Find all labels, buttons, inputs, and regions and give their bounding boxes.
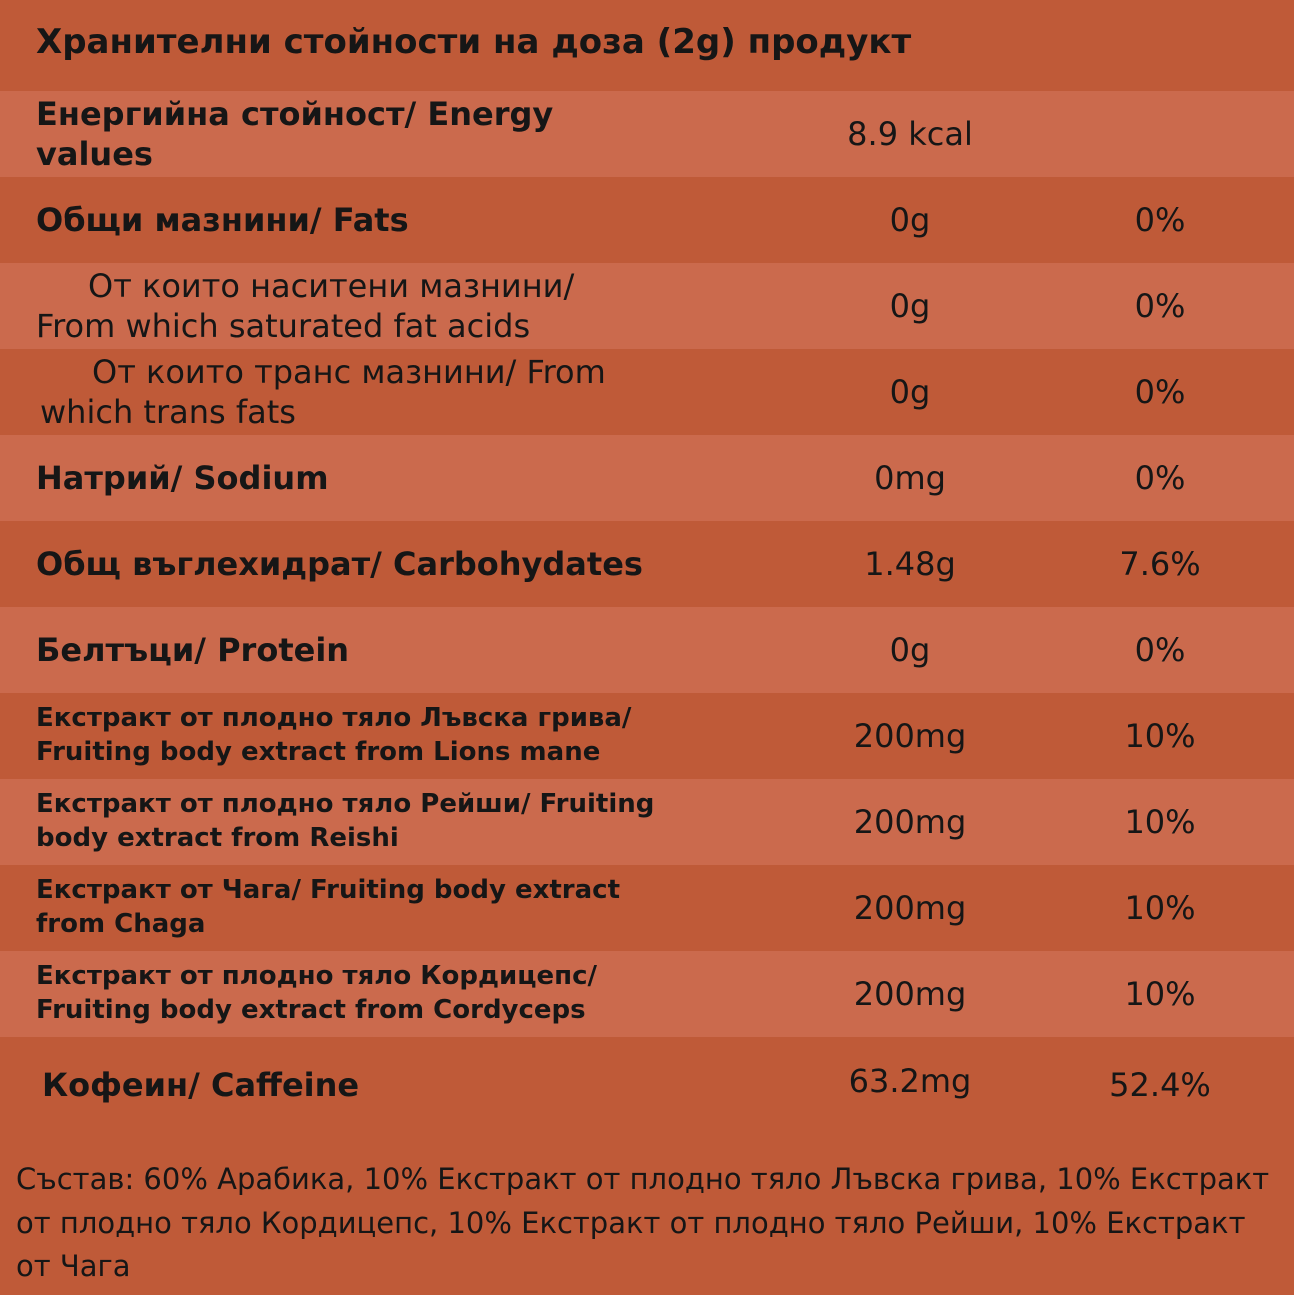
row-amount: 8.9 kcal bbox=[847, 115, 973, 153]
row-amount: 63.2mg bbox=[848, 1062, 972, 1100]
row-label: Екстракт от плодно тяло Кордицепс/ Fruiting body extract from Cordyceps bbox=[36, 961, 597, 1025]
row-carbohydrates bbox=[0, 521, 1294, 607]
row-energy bbox=[0, 91, 1294, 177]
row-amount: 1.48g bbox=[864, 545, 956, 583]
row-label-line-1: От които наситени мазнини/ bbox=[88, 267, 575, 305]
row-label: Общи мазнини/ Fats bbox=[36, 201, 409, 239]
row-label: Белтъци/ Protein bbox=[36, 631, 350, 669]
row-percent: 0% bbox=[1134, 459, 1186, 497]
row-label-line-1: От които транс мазнини/ From bbox=[92, 353, 606, 391]
row-percent: 10% bbox=[1124, 975, 1196, 1013]
row-percent: 10% bbox=[1124, 803, 1196, 841]
row-amount: 0g bbox=[889, 373, 931, 411]
row-amount: 200mg bbox=[853, 803, 967, 841]
row-reishi bbox=[0, 779, 1294, 865]
row-protein bbox=[0, 607, 1294, 693]
row-percent: 10% bbox=[1124, 889, 1196, 927]
row-label: Общ въглехидрат/ Carbohydates bbox=[36, 545, 643, 583]
ingredients-text: Състав: 60% Арабика, 10% Екстракт от плодно тяло Лъвска грива, 10% Екстракт от плодно тяло Кордицепс, 10% Екстракт от плодно тяло Рейши, 10% Екстракт от Чага bbox=[16, 1162, 1270, 1283]
row-label: Екстракт от Чага/ Fruiting body extract from Chaga bbox=[36, 875, 621, 939]
row-percent: 7.6% bbox=[1119, 545, 1201, 583]
row-label bbox=[36, 266, 696, 346]
row-sodium bbox=[0, 435, 1294, 521]
row-label: Екстракт от плодно тяло Рейши/ Fruiting body extract from Reishi bbox=[36, 789, 655, 853]
row-percent: 0% bbox=[1134, 201, 1186, 239]
row-label: Натрий/ Sodium bbox=[36, 459, 329, 497]
row-amount: 200mg bbox=[853, 889, 967, 927]
row-percent: 0% bbox=[1134, 373, 1186, 411]
row-chaga bbox=[0, 865, 1294, 951]
row-fats bbox=[0, 177, 1294, 263]
row-label: Екстракт от плодно тяло Лъвска грива/ Fruiting body extract from Lions mane bbox=[36, 703, 632, 767]
row-label bbox=[40, 352, 700, 432]
row-percent: 0% bbox=[1134, 287, 1186, 325]
row-percent: 10% bbox=[1124, 717, 1196, 755]
row-caffeine bbox=[0, 1037, 1294, 1133]
row-percent: 0% bbox=[1134, 631, 1186, 669]
row-label-line-2: From which saturated fat acids bbox=[36, 307, 531, 345]
row-lions-mane bbox=[0, 693, 1294, 779]
row-amount: 200mg bbox=[853, 975, 967, 1013]
row-amount: 200mg bbox=[853, 717, 967, 755]
row-label: Кофеин/ Caffeine bbox=[42, 1066, 360, 1104]
row-trans-fats bbox=[0, 349, 1294, 435]
row-amount: 0g bbox=[889, 287, 931, 325]
row-amount: 0g bbox=[889, 631, 931, 669]
row-amount: 0mg bbox=[874, 459, 946, 497]
row-saturated-fats bbox=[0, 263, 1294, 349]
nutrition-title: Хранителни стойности на доза (2g) продукт bbox=[36, 22, 912, 62]
row-label-line-2: which trans fats bbox=[40, 393, 296, 431]
row-label: Енергийна стойност/ Energy values bbox=[36, 95, 554, 173]
row-cordyceps bbox=[0, 951, 1294, 1037]
row-percent: 52.4% bbox=[1109, 1066, 1211, 1104]
row-amount: 0g bbox=[889, 201, 931, 239]
